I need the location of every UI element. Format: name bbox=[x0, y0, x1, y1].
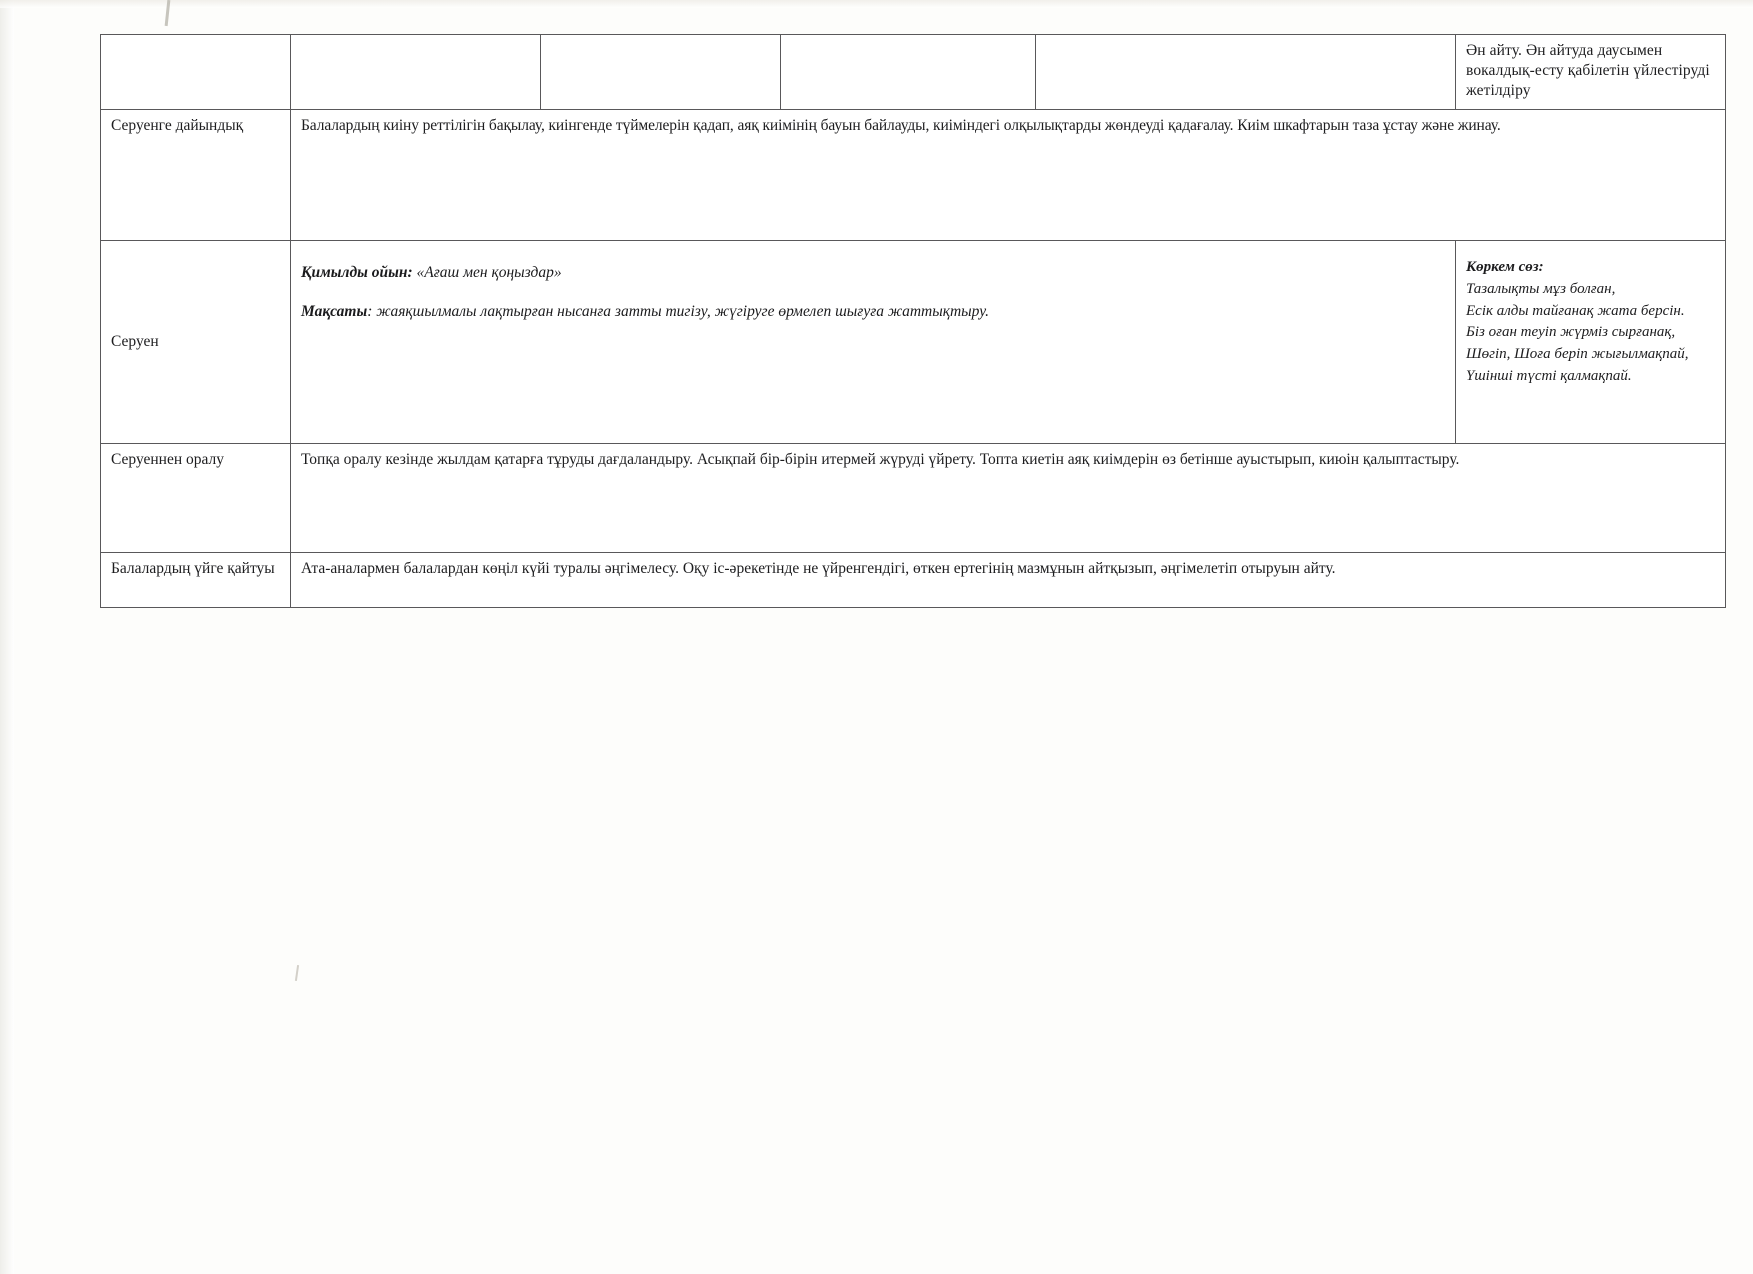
scan-top-shadow bbox=[0, 0, 1753, 8]
header-cell-4 bbox=[781, 35, 1036, 110]
row-label-walk-preparation: Серуенге дайындық bbox=[101, 110, 291, 241]
header-cell-singing-note: Ән айту. Ән айтуда даусымен вокалдық-есту қабілетін үйлестіруді жетілдіру bbox=[1456, 35, 1726, 110]
header-cell-5 bbox=[1036, 35, 1456, 110]
lesson-plan-table bbox=[100, 34, 1726, 608]
poem-line: Үшінші түсті қалмақпай. bbox=[1466, 367, 1632, 384]
table-row-return-from-walk bbox=[101, 444, 1726, 553]
header-cell-1 bbox=[101, 35, 291, 110]
row-right-poem-walk bbox=[1456, 241, 1726, 444]
row-content-going-home: Ата-аналармен балалардан көңіл күйі туралы әңгімелесу. Оқу іс-әрекетінде не үйренгендігі, өткен ертегінің мазмұнын айтқызып, әңгімелетіп отыруын айту. bbox=[291, 553, 1726, 608]
poem-line: Біз оған теуіп жүрміз сырғанақ, bbox=[1466, 324, 1676, 341]
goal-label: Мақсаты bbox=[301, 302, 368, 320]
row-label-going-home: Балалардың үйге қайтуы bbox=[101, 553, 291, 608]
activity-label: Қимылды ойын: bbox=[301, 264, 413, 281]
poem-line: Тазалықты мұз болған, bbox=[1466, 280, 1616, 297]
header-cell-2 bbox=[291, 35, 541, 110]
table-row-walk bbox=[101, 241, 1726, 444]
poem-line: Шөгіп, Шоға беріп жығылмақпай, bbox=[1466, 346, 1689, 362]
scan-artifact-mark bbox=[295, 965, 299, 981]
table-row-header bbox=[101, 35, 1726, 110]
scan-edge-shadow bbox=[0, 0, 14, 1274]
row-content-walk bbox=[291, 241, 1456, 444]
table-row-walk-preparation bbox=[101, 110, 1726, 241]
row-label-return-from-walk: Серуеннен оралу bbox=[101, 444, 291, 553]
table-row-going-home bbox=[101, 553, 1726, 608]
poem-line: Есік алды тайғанақ жата берсін. bbox=[1466, 302, 1685, 319]
activity-name: «Ағаш мен қоңыздар» bbox=[416, 264, 562, 281]
goal-text: : жаяқшылмалы лақтырған нысанға затты тигізу, жүгіруге өрмелеп шығуға жаттықтыру. bbox=[367, 302, 990, 320]
row-label-walk: Серуен bbox=[101, 241, 291, 444]
row-content-return-from-walk: Топқа оралу кезінде жылдам қатарға тұруды дағдаландыру. Асықпай бір-бірін итермей жүруді үйрету. Топта киетін аяқ киімдерін өз бетінше ауыстырып, киюін қалыптастыру. bbox=[291, 444, 1726, 553]
header-cell-3 bbox=[541, 35, 781, 110]
poem-title: Көркем сөз: bbox=[1466, 259, 1544, 275]
row-content-walk-preparation: Балалардың киіну реттілігін бақылау, киінгенде түймелерін қадап, аяқ киімінің бауын байлауды, киіміндегі олқылықтарды жөндеуді қадағалау. Киім шкафтарын таза ұстау және жинау. bbox=[291, 110, 1726, 241]
